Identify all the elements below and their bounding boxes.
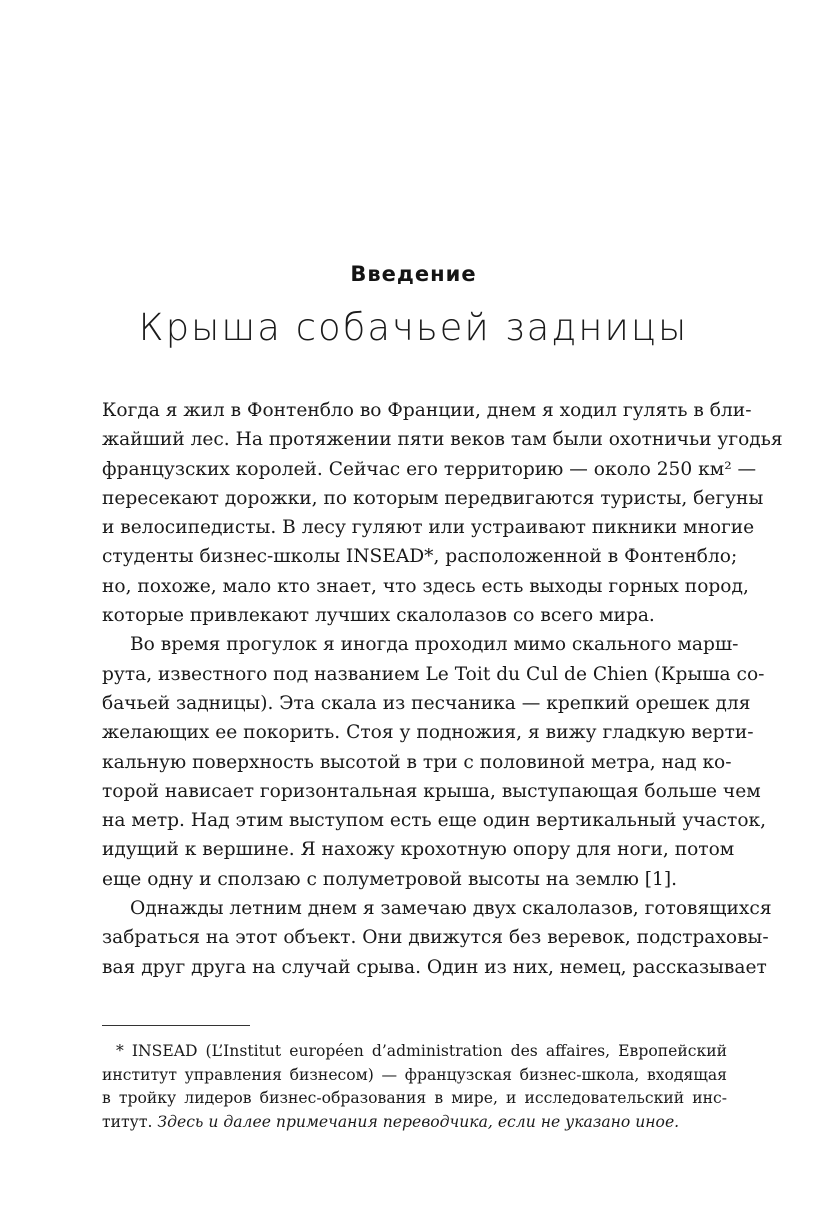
- text-line: на метр. Над этим выступом есть еще один вертикальный участок,: [102, 810, 767, 832]
- footnote-line: * INSEAD (L’Institut européen d’administration des affaires, Европейский: [116, 1042, 727, 1060]
- text-line: Однажды летним днем я замечаю двух скалолазов, готовящихся: [130, 898, 772, 920]
- text-line: рута, известного под названием Le Toit du Cul de Chien (Крыша со-: [102, 663, 765, 685]
- footnote-line: институт управления бизнесом) — французская бизнес-школа, входящая: [102, 1065, 727, 1084]
- text-line: Когда я жил в Фонтенбло во Франции, днем я ходил гулять в бли-: [102, 400, 752, 421]
- text-line: желающих ее покорить. Стоя у подножия, я вижу гладкую верти-: [102, 722, 754, 744]
- text-line: пересекают дорожки, по которым передвигаются туристы, бегуны: [102, 487, 764, 509]
- text-line: забраться на этот объект. Они движутся без веревок, подстраховы-: [102, 927, 769, 949]
- paragraph-3: [102, 894, 772, 982]
- chapter-title: Крыша собачьей задницы: [138, 306, 689, 349]
- text-line: вая друг друга на случай срыва. Один из них, немец, рассказывает: [102, 956, 767, 978]
- text-line: еще одну и сползаю с полуметровой высоты на землю [1].: [102, 868, 678, 890]
- paragraph-1: [102, 396, 783, 630]
- text-line: которые привлекают лучших скалолазов со всего мира.: [102, 605, 655, 627]
- text-line: Во время прогулок я иногда проходил мимо скального марш-: [130, 634, 739, 656]
- text-line: бачьей задницы). Эта скала из песчаника — крепкий орешек для: [102, 692, 751, 714]
- body-text: [102, 396, 783, 982]
- text-line: но, похоже, мало кто знает, что здесь есть выходы горных пород,: [102, 575, 749, 597]
- footnote-line: [102, 1111, 727, 1135]
- paragraph-2: [102, 630, 767, 894]
- text-line: французских королей. Сейчас его территорию — около 250 км² —: [102, 458, 757, 480]
- translator-note: Здесь и далее примечания переводчика, если не указано иное.: [157, 1112, 680, 1131]
- footnote-separator: [102, 1025, 250, 1026]
- text-line: кальную поверхность высотой в три с половиной метра, над ко-: [102, 751, 732, 773]
- footnote: [102, 1040, 727, 1134]
- text-line: жайший лес. На протяжении пяти веков там были охотничьи угодья: [102, 429, 783, 451]
- chapter-label: Введение: [350, 262, 477, 286]
- footnote-text: титут.: [102, 1112, 158, 1131]
- text-line: и велосипедисты. В лесу гуляют или устраивают пикники многие: [102, 517, 755, 539]
- footnote-line: в тройку лидеров бизнес-образования в мире, и исследовательский инс-: [102, 1089, 727, 1108]
- text-line: идущий к вершине. Я нахожу крохотную опору для ноги, потом: [102, 839, 735, 861]
- text-line: торой нависает горизонтальная крыша, выступающая больше чем: [102, 780, 761, 802]
- text-line: студенты бизнес-школы INSEAD*, расположенной в Фонтенбло;: [102, 546, 738, 568]
